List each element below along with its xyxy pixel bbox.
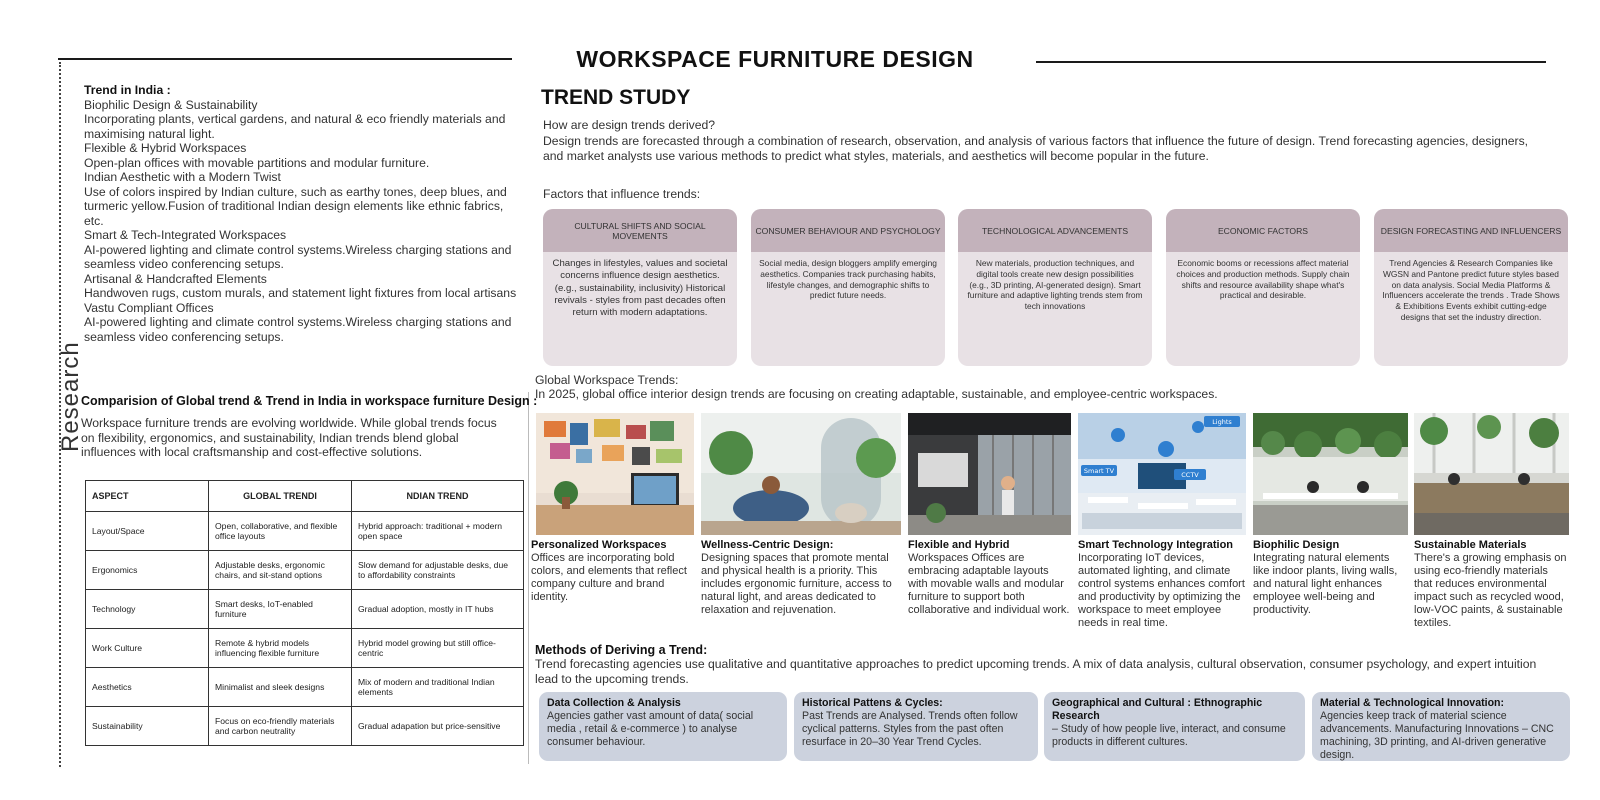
methods-text: Trend forecasting agencies use qualitative and quantitative approaches to predict upcoming trends. A mix of data analysis, cultural observation, consumer psychology, and expert intuition lead to the upcoming trends. xyxy=(535,657,1537,686)
global-item-biophilic xyxy=(1253,539,1408,617)
global-item-title: Personalized Workspaces xyxy=(531,539,667,551)
india-line: Vastu Compliant Offices xyxy=(84,300,214,315)
column-divider xyxy=(528,392,529,764)
photo-biophilic-design xyxy=(1253,413,1408,535)
table-row xyxy=(86,668,524,707)
factors-label: Factors that influence trends: xyxy=(543,187,701,201)
factor-body: Trend Agencies & Research Companies like WGSN and Pantone predict future styles based on data analysis. Social Media Platforms & Influencers accelerate the trends . Trade Shows & Exhibitions Events exhibit cutting-edge designs that set the industry direction. xyxy=(1382,258,1560,322)
table-cell: Gradual adapation but price-sensitive xyxy=(352,707,524,746)
global-item-body: Offices are incorporating bold colors, and elements that reflect company culture and brand identity. xyxy=(531,552,687,603)
table-cell: Hybrid approach: traditional + modern open space xyxy=(352,512,524,551)
india-line: Smart & Tech-Integrated Workspaces xyxy=(84,228,287,242)
photo-label-lights xyxy=(1204,416,1240,427)
table-cell: Technology xyxy=(86,590,209,629)
photo-flexible-hybrid xyxy=(908,413,1071,535)
table-cell: Hybrid model growing but still office-centric xyxy=(352,629,524,668)
trend-question: How are design trends derived? xyxy=(543,118,716,132)
method-title: Geographical and Cultural : Ethnographic Research xyxy=(1052,697,1263,722)
table-cell: Mix of modern and traditional Indian elements xyxy=(352,668,524,707)
global-trends-text: In 2025, global office interior design trends are focusing on creating adaptable, sustainable, and employee-centric workspaces. xyxy=(535,387,1218,401)
factor-body: Changes in lifestyles, values and societal concerns influence design aesthetics.(e.g., sustainability, inclusivity) Historical revivals - styles from past decades often return with modern adaptations. xyxy=(552,258,728,319)
methods-heading: Methods of Deriving a Trend: xyxy=(535,643,708,657)
method-box-material-tech xyxy=(1312,692,1570,761)
factor-title: CONSUMER BEHAVIOUR AND PSYCHOLOGY xyxy=(751,209,945,252)
table-row xyxy=(86,590,524,629)
method-box-historical xyxy=(794,692,1038,761)
table-cell: Adjustable desks, ergonomic chairs, and sit-stand options xyxy=(209,551,352,590)
page-title: WORKSPACE FURNITURE DESIGN xyxy=(576,46,974,72)
india-line: Artisanal & Handcrafted Elements xyxy=(84,271,267,286)
india-line: AI-powered lighting and climate control systems.Wireless charging stations and seamless video conferencing setups. xyxy=(84,242,512,271)
comparison-table xyxy=(85,480,524,746)
method-box-data-collection xyxy=(539,692,787,761)
factor-card-technology xyxy=(958,209,1152,366)
factor-title: CULTURAL SHIFTS AND SOCIAL MOVEMENTS xyxy=(543,209,737,252)
method-body: Agencies keep track of material science advancements. Manufacturing Innovations – CNC machining, 3D printing, and AI-driven generative design. xyxy=(1320,710,1554,761)
header-rule-left xyxy=(58,58,512,60)
table-row xyxy=(86,707,524,746)
table-cell: Gradual adoption, mostly in IT hubs xyxy=(352,590,524,629)
trend-paragraph: Design trends are forecasted through a combination of research, observation, and analysis of various factors that influence the future of design. Trend forecasting agencies, designers, and market analysts use various methods to predict what styles, materials, and aesthetics will become popular in the future. xyxy=(543,134,1529,163)
india-line: Open-plan offices with movable partitions and modular furniture. xyxy=(84,155,430,170)
india-line: Incorporating plants, vertical gardens, and natural & eco friendly materials and maximising natural light. xyxy=(84,112,506,141)
india-line: Biophilic Design & Sustainability xyxy=(84,97,258,112)
global-item-title: Smart Technology Integration xyxy=(1078,539,1234,551)
factor-title: ECONOMIC FACTORS xyxy=(1166,209,1360,252)
global-item-title: Wellness-Centric Design: xyxy=(701,539,834,551)
factor-title: DESIGN FORECASTING AND INFLUENCERS xyxy=(1374,209,1568,252)
factor-card-economic xyxy=(1166,209,1360,366)
table-cell: Open, collaborative, and flexible office layouts xyxy=(209,512,352,551)
photo-label-smart-tv xyxy=(1081,465,1117,476)
global-trends-label: Global Workspace Trends: xyxy=(535,373,679,387)
table-header-row xyxy=(86,481,524,512)
table-cell: Slow demand for adjustable desks, due to affordability constraints xyxy=(352,551,524,590)
table-row xyxy=(86,629,524,668)
photo-wellness-design xyxy=(701,413,901,535)
table-cell: Ergonomics xyxy=(86,551,209,590)
table-header: ASPECT xyxy=(86,481,209,512)
trend-study-heading: TREND STUDY xyxy=(541,86,691,109)
method-body: Agencies gather vast amount of data( social media , retail & e-commerce ) to analyse consumer behaviour. xyxy=(547,710,754,748)
global-item-title: Flexible and Hybrid xyxy=(908,539,1010,551)
table-cell: Remote & hybrid models influencing flexible furniture xyxy=(209,629,352,668)
method-body: – Study of how people live, interact, and consume products in different cultures. xyxy=(1052,723,1286,748)
factor-body: Economic booms or recessions affect material choices and production methods. Supply chain shifts and resource availability shape what's practical and desirable. xyxy=(1176,258,1350,301)
factor-body: New materials, production techniques, and digital tools create new design possibilities (e.g., 3D printing, AI-generated design). Smart furniture and adaptive lighting trends stem from tech innovations xyxy=(967,258,1143,312)
global-item-smart-tech xyxy=(1078,539,1246,630)
svg-text:Lights: Lights xyxy=(1212,418,1232,426)
svg-text:Smart TV: Smart TV xyxy=(1083,467,1115,475)
global-item-body: Integrating natural elements like indoor plants, living walls, and natural light enhances employee well-being and productivity. xyxy=(1253,552,1398,616)
india-line: Use of colors inspired by Indian culture, such as earthy tones, deep blues, and turmeric yellow.Fusion of traditional Indian design elements like ethnic fabrics, etc. xyxy=(84,184,507,228)
factor-card-forecasting xyxy=(1374,209,1568,366)
svg-text:CCTV: CCTV xyxy=(1181,471,1199,479)
table-cell: Aesthetics xyxy=(86,668,209,707)
global-item-sustainable xyxy=(1414,539,1569,630)
global-item-personalized xyxy=(531,539,697,604)
global-item-body: Designing spaces that promote mental and physical health is a priority. This includes ergonomic furniture, access to natural light, and areas dedicated to relaxation and rejuvenation. xyxy=(701,552,892,616)
table-row xyxy=(86,551,524,590)
global-item-wellness xyxy=(701,539,901,617)
table-cell: Layout/Space xyxy=(86,512,209,551)
factor-card-consumer xyxy=(751,209,945,366)
table-cell: Sustainability xyxy=(86,707,209,746)
global-item-body: There's a growing emphasis on using eco-friendly materials that reduces environmental impact such as recycled wood, low-VOC paints, & sustainable textiles. xyxy=(1414,552,1567,629)
table-cell: Minimalist and sleek designs xyxy=(209,668,352,707)
photo-sustainable-materials xyxy=(1414,413,1569,535)
photo-smart-technology xyxy=(1078,413,1246,535)
global-item-body: Workspaces Offices are embracing adaptable layouts with movable walls and modular furniture to support both collaborative and individual work. xyxy=(908,552,1070,616)
india-line: Flexible & Hybrid Workspaces xyxy=(84,141,247,155)
table-header: GLOBAL TRENDI xyxy=(209,481,352,512)
table-header: NDIAN TREND xyxy=(352,481,524,512)
comparison-body: Workspace furniture trends are evolving worldwide. While global trends focus on flexibility, ergonomics, and sustainability, Indian trends blend global influences with local craftsmanship and cost-effective solutions. xyxy=(81,416,497,459)
factor-body: Social media, design bloggers amplify emerging aesthetics. Companies track purchasing habits, lifestyle changes, and demographic shifts to predict future needs. xyxy=(759,258,937,301)
factor-title: TECHNOLOGICAL ADVANCEMENTS xyxy=(958,209,1152,252)
photo-personalized-workspace xyxy=(536,413,694,535)
table-cell: Focus on eco-friendly materials and carbon neutrality xyxy=(209,707,352,746)
method-title: Data Collection & Analysis xyxy=(547,697,681,709)
india-line: AI-powered lighting and climate control systems.Wireless charging stations and seamless video conferencing setups. xyxy=(84,315,512,344)
global-item-title: Biophilic Design xyxy=(1253,539,1340,551)
method-body: Past Trends are Analysed. Trends often follow cyclical patterns. Styles from the past often resurface in 20–30 Year Trend Cycles. xyxy=(802,710,1018,748)
table-row xyxy=(86,512,524,551)
global-item-flexible xyxy=(908,539,1071,617)
header-rule-right xyxy=(1036,61,1546,63)
photo-label-cctv xyxy=(1174,469,1206,480)
method-title: Historical Pattens & Cycles: xyxy=(802,697,943,709)
india-line: Handwoven rugs, custom murals, and statement light fixtures from local artisans xyxy=(84,286,517,300)
method-box-geographical xyxy=(1044,692,1305,761)
table-cell: Work Culture xyxy=(86,629,209,668)
table-cell: Smart desks, IoT-enabled furniture xyxy=(209,590,352,629)
global-item-title: Sustainable Materials xyxy=(1414,539,1527,551)
india-trends xyxy=(84,83,524,344)
global-item-body: Incorporating IoT devices, automated lighting, and climate control systems enhances comfort and productivity by optimizing the workspace to meet employee needs in real time. xyxy=(1078,552,1245,629)
india-line: Indian Aesthetic with a Modern Twist xyxy=(84,170,281,184)
india-heading: Trend in India : xyxy=(84,83,171,97)
factor-card-cultural xyxy=(543,209,737,366)
side-label: Research xyxy=(57,341,84,452)
comparison-heading: Comparision of Global trend & Trend in India in workspace furniture Design : xyxy=(81,394,538,408)
method-title: Material & Technological Innovation: xyxy=(1320,697,1505,709)
